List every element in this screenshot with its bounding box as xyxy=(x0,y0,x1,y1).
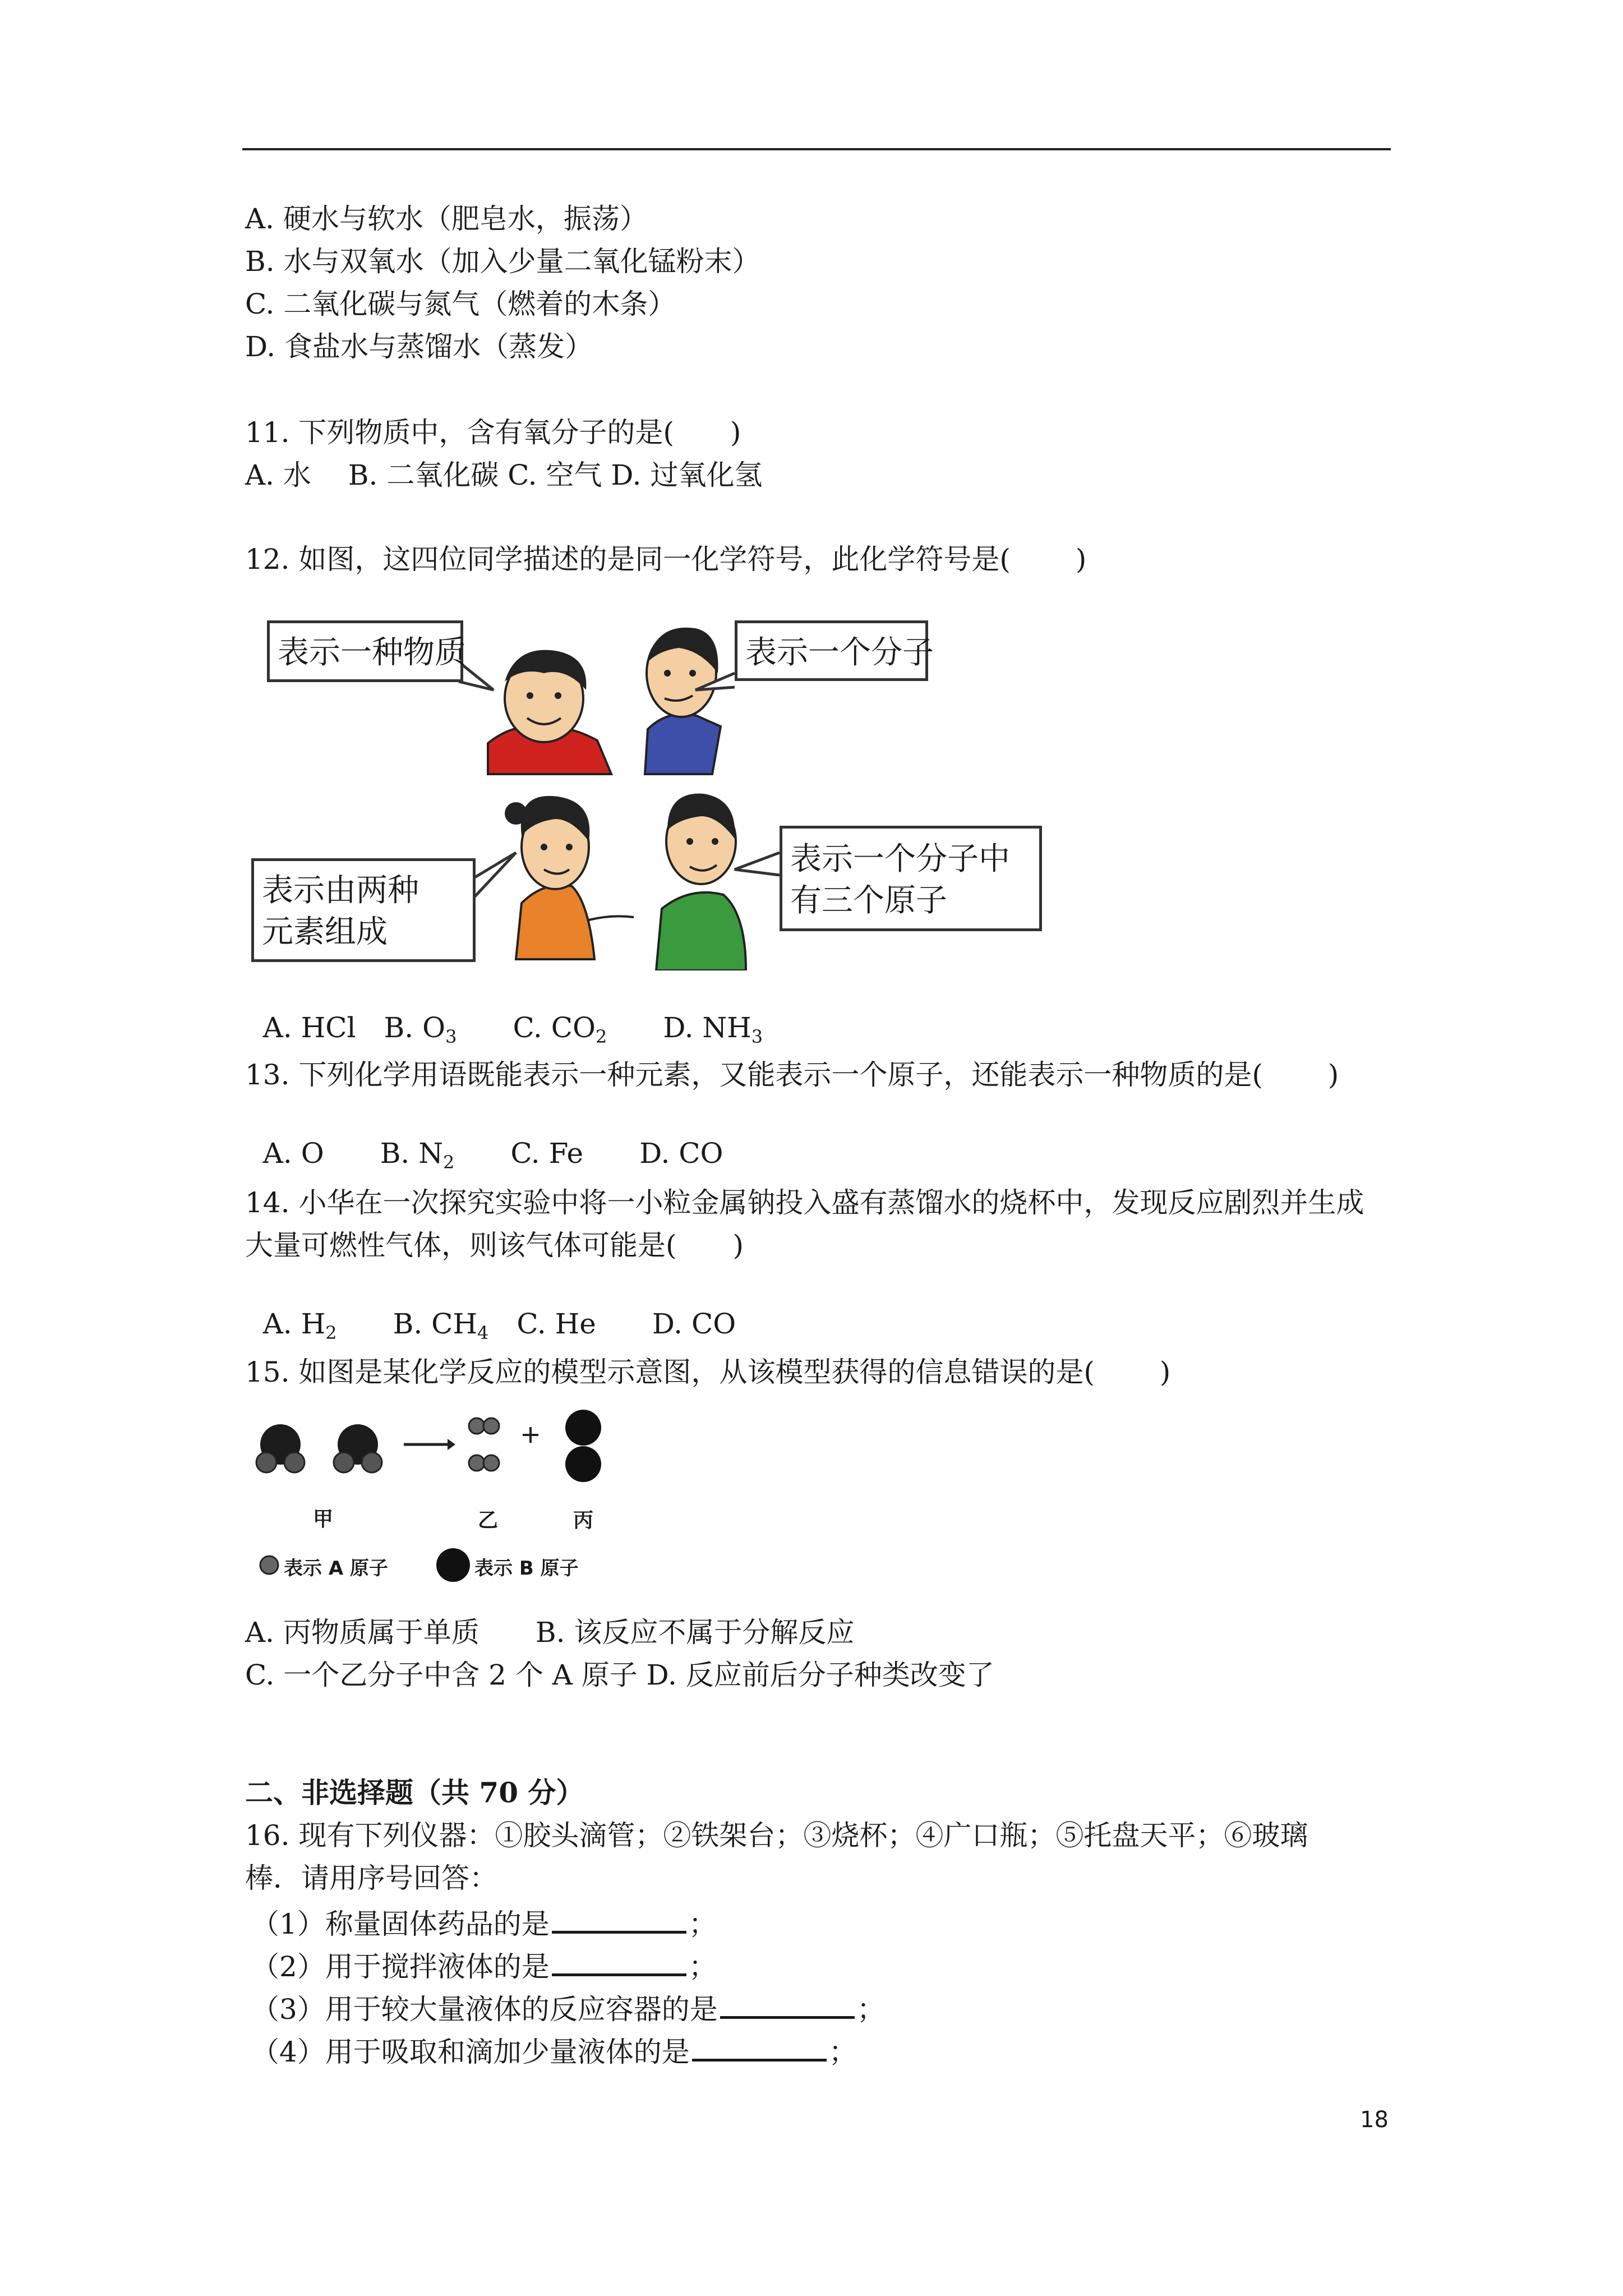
bubble-three-atoms: 表示一个分子中 有三个原子 xyxy=(780,826,1042,931)
q12-stem: 12. 如图，这四位同学描述的是同一化学符号，此化学符号是( ) xyxy=(245,543,1087,576)
q15-options-cd: C. 一个乙分子中含 2 个 A 原子 D. 反应前后分子种类改变了 xyxy=(245,1659,994,1691)
bubble-two-elements: 表示由两种 元素组成 xyxy=(251,858,476,962)
section-2-title: 二、非选择题（共 70 分） xyxy=(245,1776,584,1809)
q14-option-b-text: B. CH xyxy=(393,1308,478,1340)
q11-options: A. 水 B. 二氧化碳 C. 空气 D. 过氧化氢 xyxy=(245,459,763,491)
product-yi-molecules xyxy=(469,1418,499,1471)
header-rule xyxy=(242,148,1391,150)
q13-option-b xyxy=(380,1137,455,1173)
q11-stem: 11. 下列物质中，含有氧分子的是( ) xyxy=(245,416,741,449)
q16-sub4-end: ； xyxy=(828,2036,857,2068)
legend-b-atom-icon xyxy=(436,1548,470,1582)
q15-options-ab: A. 丙物质属于单质 B. 该反应不属于分解反应 xyxy=(245,1616,855,1649)
q12-option-b xyxy=(384,1011,457,1047)
q13-option-b-sub: 2 xyxy=(442,1152,455,1173)
q16-sub3-answer-blank[interactable] xyxy=(720,1988,855,2019)
q13-option-c: C. Fe xyxy=(510,1137,584,1170)
student-red-shirt xyxy=(488,650,611,774)
q16-sub4-text: （4）用于吸取和滴加少量液体的是 xyxy=(251,2036,690,2068)
reaction-arrow-icon xyxy=(404,1439,455,1450)
student-orange-shirt xyxy=(505,796,634,959)
q12-option-d xyxy=(663,1011,763,1047)
q16-sub3-end: ； xyxy=(856,1993,885,2026)
q16-sub1-text: （1）称量固体药品的是 xyxy=(251,1908,550,1940)
q16-sub3 xyxy=(251,1988,885,2027)
q14-option-a-text: A. H xyxy=(262,1308,326,1340)
q10-option-d: D. 食盐水与蒸馏水（蒸发） xyxy=(245,330,593,363)
q14-option-a xyxy=(262,1308,337,1343)
q14-stem-line2: 大量可燃性气体，则该气体可能是( ) xyxy=(245,1229,744,1262)
product-bing-molecule xyxy=(565,1410,601,1482)
q13-option-b-text: B. N xyxy=(380,1137,443,1170)
q16-sub4-answer-blank[interactable] xyxy=(692,2031,827,2062)
q16-sub1-answer-blank[interactable] xyxy=(552,1903,686,1934)
q10-option-c: C. 二氧化碳与氮气（燃着的木条） xyxy=(245,288,676,320)
legend-b-text: 表示 B 原子 xyxy=(474,1557,579,1580)
q16-sub1 xyxy=(251,1903,717,1942)
q12-option-d-text: D. NH xyxy=(663,1011,751,1044)
bubble-one-molecule: 表示一个分子 xyxy=(735,620,928,681)
q12-option-c-text: C. CO xyxy=(513,1011,596,1044)
q14-options xyxy=(245,1270,736,1342)
q16-sub4 xyxy=(251,2031,857,2070)
q16-sub2-answer-blank[interactable] xyxy=(552,1945,686,1976)
q13-option-d: D. CO xyxy=(639,1137,723,1170)
q15-stem: 15. 如图是某化学反应的模型示意图，从该模型获得的信息错误的是( ) xyxy=(245,1356,1171,1388)
q16-sub1-end: ； xyxy=(688,1908,717,1940)
legend-a-atom-icon xyxy=(260,1556,278,1574)
q12-options xyxy=(245,974,763,1046)
reactant-molecule-1 xyxy=(256,1424,305,1473)
q14-stem-line1: 14. 小华在一次探究实验中将一小粒金属钠投入盛有蒸馏水的烧杯中，发现反应剧烈并生成 xyxy=(245,1186,1364,1219)
q16-stem-line1: 16. 现有下列仪器：①胶头滴管；②铁架台；③烧杯；④广口瓶；⑤托盘天平；⑥玻璃 xyxy=(245,1819,1308,1852)
q13-options xyxy=(245,1099,723,1171)
q14-option-b xyxy=(393,1308,489,1343)
q16-sub3-text: （3）用于较大量液体的反应容器的是 xyxy=(251,1993,718,2026)
q12-option-d-sub: 3 xyxy=(751,1026,763,1047)
student-blue-shirt xyxy=(645,628,721,774)
q16-stem-line2: 棒．请用序号回答： xyxy=(245,1862,497,1894)
label-jia: 甲 xyxy=(313,1508,334,1531)
label-bing: 丙 xyxy=(573,1509,594,1532)
q16-sub2-end: ； xyxy=(688,1950,717,1983)
q13-stem: 13. 下列化学用语既能表示一种元素，又能表示一个原子，还能表示一种物质的是( ) xyxy=(245,1059,1339,1091)
q16-sub2 xyxy=(251,1945,717,1985)
bubble-one-substance: 表示一种物质 xyxy=(267,620,463,682)
q13-option-a: A. O xyxy=(262,1137,324,1170)
q12-option-b-sub: 3 xyxy=(445,1026,457,1047)
page-number: 18 xyxy=(1360,2107,1389,2133)
q15-reaction-diagram xyxy=(247,1408,617,1588)
q12-option-b-text: B. O xyxy=(384,1011,446,1044)
q10-option-a: A. 硬水与软水（肥皂水，振荡） xyxy=(245,203,648,235)
reactant-molecule-2 xyxy=(334,1424,382,1473)
q12-option-a: A. HCl xyxy=(262,1011,356,1044)
q12-option-c xyxy=(513,1011,607,1047)
student-green-shirt xyxy=(656,794,746,970)
q14-option-b-sub: 4 xyxy=(477,1322,489,1343)
plus-icon xyxy=(523,1427,538,1443)
q14-option-d: D. CO xyxy=(652,1308,736,1340)
q10-option-b: B. 水与双氧水（加入少量二氧化锰粉末） xyxy=(245,245,760,278)
legend-a-text: 表示 A 原子 xyxy=(284,1557,388,1580)
label-yi: 乙 xyxy=(478,1509,499,1532)
q14-option-a-sub: 2 xyxy=(325,1322,337,1343)
q14-option-c: C. He xyxy=(517,1308,596,1340)
q12-option-c-sub: 2 xyxy=(595,1026,607,1047)
q16-sub2-text: （2）用于搅拌液体的是 xyxy=(251,1950,550,1983)
